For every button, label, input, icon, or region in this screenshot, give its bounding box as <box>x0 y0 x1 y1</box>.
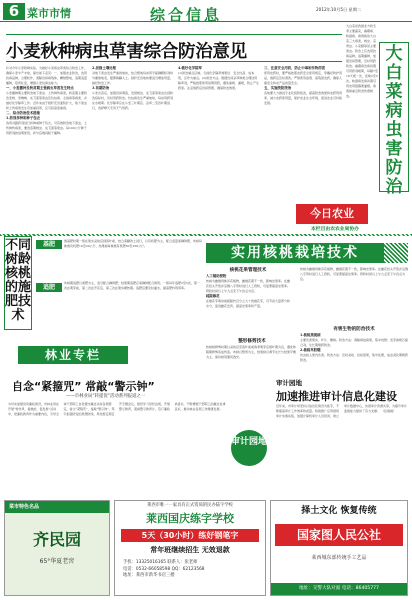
ad-folk-top: 择土文化 恢复传统 <box>301 506 377 516</box>
ad-folk-sub: 莱西城东部传统手工艺品 <box>311 555 367 562</box>
top-dressing-text: 幼树期追肥以氮肥为主，适当配合磷钾肥；结果期追肥应氮磷钾配合施用。一般每年追肥2至3次，第一次在萌芽前，第二次在开花后，第三次在果实硬核期。追肥后要及时灌水，提高肥料利用率。 <box>64 281 200 290</box>
pruning-title: 整形修剪技术 <box>238 339 266 344</box>
audit-paragraph: 近年来，市审计局坚持以信息化建设为抓手，不断提高审计工作效率和质量。积极推广应用现场审计实施系统，加强计算机审计人员培训，建立审计数据中心，实现审计资源共享，为提升审计监督能力提供了有力支撑。 <box>276 404 408 418</box>
ad-school-tel: 电话：0532-66058598 QQ：62123568 <box>123 566 205 572</box>
forestry-column-title: 林业专栏 <box>18 346 128 364</box>
article-column-1 <box>6 66 88 220</box>
article-paragraph: (1)防治重点区域。冬前化学除草效果好、安全性高、成本低，应作为重点。(2)防治方法。根据田间杂草种类合理选用除草剂，严格按照使用说明用药，避免重喷、漏喷，防止产生药害。注意施药后田间管理，确保防治效果。 <box>178 71 260 90</box>
article-column-3 <box>178 66 260 220</box>
label-top-dressing: 追肥 <box>36 283 62 292</box>
pest-paragraph: 幼虫蛀入果内危害。防治方法：及时采收、捡拾落果，集中处理，成虫羽化期喷药防治。 <box>300 353 408 362</box>
article-subhead: 一、小麦播种及秋苗期主要病虫草害发生特点 <box>6 86 74 90</box>
forestry-subheadline: ——市林业局“转提促”活动系列报道之一 <box>66 394 146 399</box>
walnut-paragraph: 在雄花芽萌动前疏除约百分之九十的雄花芽，可节省大量养分和水分，促进雌花发育，提高坐果率和产量。 <box>206 299 291 308</box>
article-subhead: 五、实施统防统治 <box>264 86 292 90</box>
article-subhead: 1.药剂拌种和种子包衣 <box>6 116 41 120</box>
section-divider <box>0 234 412 236</box>
side-feature-title-box <box>379 42 409 197</box>
ad-liquor-sub: 65°华夏老窖 <box>39 557 75 565</box>
pest-paragraph: 主要危害果实、叶片、嫩梢。防治方法：清除病枝病果，集中烧毁；发芽前喷石硫合剂，生长期喷药防治。 <box>300 338 408 347</box>
article-subhead: 二、综合防治技术措施 <box>6 111 40 115</box>
ad-folk-address: 地址：交警大队对面 电话：86405777 <box>271 583 407 595</box>
walnut-subhead: 人工辅助授粉 <box>206 274 227 278</box>
section-title: 综合信息 <box>150 6 223 24</box>
audit-author: （张晨晨） <box>380 409 396 413</box>
walnut-section-title: 实用核桃栽培技术 <box>206 243 384 263</box>
article-subhead: 三、注意安全用药，防止中毒和作物药害 <box>264 66 326 70</box>
issue-date: 2012年10月5日 星期二 <box>316 7 362 12</box>
ad-school-name: 莱西国庆练字学校 <box>146 511 234 525</box>
label-basic-fertilizer: 基肥 <box>36 240 62 249</box>
article-paragraph: 选用对路药剂进行拌种或种子包衣，可有效防治地下害虫、土传种传病害，兼治苗期蚜虫、灰飞虱等害虫。每100公斤种子用药剂按说明使用，拌匀后堆闷晾干播种。 <box>6 121 88 135</box>
article-paragraph: 各地要大力推进专业化统防统治，提高防治效果和农药利用率，减少农药使用量，保护农业生态环境，促进农业可持续发展。 <box>264 91 343 105</box>
banner-subtitle: 本栏目由农农业局协办 <box>311 227 359 232</box>
main-headline: 小麦秋种病虫草害综合防治意见 <box>6 42 247 62</box>
ad-folk-brand: 国家图人民公社 <box>275 524 403 546</box>
ad-liquor-tag: 菜市特色名品 <box>5 501 109 513</box>
side-feature-title: 大白菜病虫害防治 <box>385 44 403 197</box>
forestry-article-text: 为切实加强党风廉政建设，市林业局在开展“转作风、提效能、促发展”活动中，把廉政教育作为重要内容，引导全体干部职工自觉遵守廉洁从政各项规定，常念“紧箍咒”，常敲“警示钟”，筑牢拒腐防变的思想防线。局党组定期召开专题会议，组织学习党纪法规，开展警示教育，观看警示教育片，签订廉政承诺书，不断增强干部职工的廉洁自律意识，推动林业各项工作健康发展。 <box>8 402 226 416</box>
walnut-subhead: 疏除雄花 <box>206 294 220 298</box>
pest-subhead: 2.核桃举肢蛾 <box>300 348 321 352</box>
walnut-management-title: 核桃花果管理技术 <box>229 268 267 273</box>
walnut-column-right-text: 核桃为雌雄同株异花植物，雌雄花期不一致，影响坐果率。在雌花柱头开裂并呈倒八字形时进行人工授粉，可显著提高坐果率。授粉时间以上午九点至下午四点为宜。 <box>300 267 408 281</box>
audit-section-label: 审计园地 <box>276 379 302 387</box>
ad-folk-art <box>270 500 408 596</box>
article-paragraph: 小麦播种期主要防治地下害虫、土传种传病害，秋苗期主要防治麦蚜、麦蜘蛛、灰飞虱等害虫及纹枯病、全蚀病等病害，并做好化学除草工作。近年来由于秸秆还田面积扩大，地下害虫和土传病害发生有加重趋势，应引起高度重视。 <box>6 91 88 110</box>
ad-liquor <box>4 500 110 596</box>
ad-school-slogan: 5天（30小时）练好钢笔字 <box>121 529 259 542</box>
article-paragraph: 使用农药时，要严格按照农药安全使用规定，穿戴好防护用品，施药后及时清洗。严禁使用高毒、高残留农药，确保人畜安全和农产品质量安全。 <box>264 71 343 85</box>
banner-today-agriculture: 今日农业 <box>296 204 368 224</box>
walnut-vertical-title-box <box>4 236 32 330</box>
article-paragraph: 小麦出苗后，加强田间调查，发现蚜虫、灰飞虱等害虫达到防治指标时，及时用药防治。纹枯病发生严重地块，每亩用药剂兑水喷雾。化学除草应在小麦三叶期后、杂草二至四叶期进行，选择晴天无风天气用药。 <box>92 91 174 110</box>
article-intro: 针对今年小麦秋种实际，为做好小麦病虫草害综合防治工作，确保小麦丰产丰收，提出如下意见：一、加强农业防治，选用抗病品种，合理轮作，清除田间病残体，精细整地，适期适量播种，培育壮苗，增强小麦抗病虫能力。 <box>6 66 88 85</box>
ad-calligraphy-school <box>114 500 266 596</box>
pest-subhead: 1.核桃黑斑病 <box>300 333 321 337</box>
audit-article-text <box>276 404 408 496</box>
article-subhead: 4.做好化学除草 <box>178 66 202 70</box>
page-number: 6 <box>3 3 25 20</box>
forestry-headline: 自念“紧箍咒” 常敲“警示钟” <box>12 380 155 393</box>
article-column-4 <box>264 66 344 220</box>
walnut-vertical-title: 不同树龄核桃的施肥技术 <box>5 238 32 323</box>
article-subhead: 2.加强土壤处理 <box>92 66 116 70</box>
audit-headline: 加速推进审计信息化建设 <box>276 390 397 403</box>
column-name: 菜市市情 <box>27 7 71 20</box>
walnut-management-column <box>206 274 292 336</box>
article-subhead: 3.苗期防治 <box>92 86 110 90</box>
article-column-2 <box>92 66 174 220</box>
ad-school-promise: 常年班继续招生 无效退款 <box>150 546 230 555</box>
title-hatch-decoration <box>384 243 408 263</box>
basic-fertilizer-text: 施基肥时期一般在果实采收后到落叶前，结合深翻改土进行，以有机肥为主，配合适量氮磷钾肥，幼树每株施有机肥10至20公斤，结果树每株施有机肥50至100公斤。 <box>64 239 202 248</box>
side-feature-text: 大白菜是我国北方秋冬季主要蔬菜，霜霉病、软腐病、病毒病是大白菜三大病害，蚜虫、菜青虫、小菜蛾等是主要害虫。防治上应选用抗病品种，适期播种，加强田间管理，及时用药防治。霜霉病发病初期可用药剂喷雾，每隔7至10天喷一次，连喷2至3次。软腐病发病初期可用农用链霉素灌根。病毒病重点防治传毒蚜虫。 <box>346 24 378 98</box>
pruning-text: 核桃树修剪时期以采收后至落叶前或春季萌芽后展叶期为宜，避免休眠期修剪造成伤流。幼树以整形为主，结果树以调节生长与结果平衡为主，保持树冠通风透光。 <box>206 345 297 359</box>
article-paragraph: 对地下害虫发生严重的地块，结合整地每亩用辛硫磷颗粒剂均匀撒施地表，随即耕翻入土。秸秆还田地块要适当增加用量，做好防治工作。 <box>92 71 174 85</box>
audit-column-badge <box>228 402 270 498</box>
audit-badge: 审计园地 <box>231 430 267 466</box>
ad-school-phone: 手机：13325016165 联系人：张老师 <box>123 559 198 565</box>
pest-control-title: 有害生物的防治技术 <box>333 327 375 332</box>
ad-school-address: 地址：莱西市新华书店三楼 <box>123 573 175 579</box>
ad-liquor-brand: 齐民园 <box>32 530 81 549</box>
ad-school-top: 莱西市唯一一家具有正式资质的民办陆宇学校 <box>147 503 233 508</box>
walnut-paragraph: 核桃为雌雄同株异花植物，雌雄花期不一致，影响坐果率。在雌花柱头开裂并呈倒八字形时进行人工授粉，可显著提高坐果率。授粉时间以上午九点至下午四点为宜。 <box>206 279 291 293</box>
